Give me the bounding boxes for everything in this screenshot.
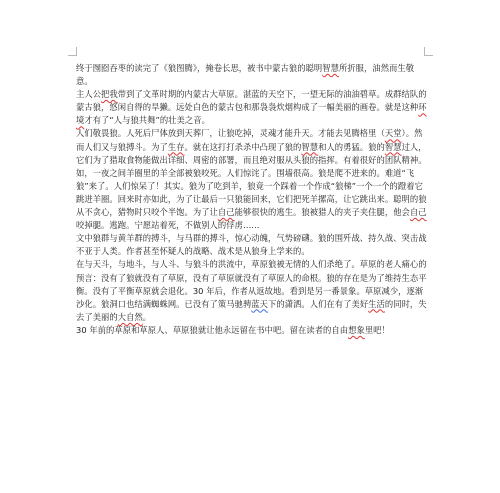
text-run: 能够很快的逃生。狼被猎人的夹子夹住腿，他会 (234, 207, 410, 218)
spellcheck-marked-word: 天堂 (384, 128, 402, 139)
text-run: ）。然而人们又与狼搏斗。为了 (76, 128, 423, 152)
text-run: 的同时，失去了美丽的 (76, 298, 427, 322)
text-run: 过人，它们为了猎取食物能做出详细、周密的部署，而且绝对服从头狼的指挥。有着很好的团队精神。如，一夜之间羊圈里的羊全部被狼咬死。人们惊诧了。围墙很高。狼是爬不进来的。难道“飞狼”来了。人们惊呆了！其实。狼为了吃到羊，狼竟一个踩着一个作成“狼梯”一个一个的蹬着它跳进羊圈。回来时亦如此，为了让最后一只狼能回来，它们把死羊摞高，让它跳出来。聪明的狼从不贪心，猎物时只咬个半饱。为了让 (76, 141, 427, 218)
paragraph (76, 258, 428, 323)
paragraph (76, 88, 428, 127)
text-run: 咬掉腿。逃跑。宁愿站着死，不做别人的俘虏…… (76, 220, 260, 231)
spellcheck-marked-word: 想象 (348, 324, 365, 335)
spellcheck-marked-word: 自己 (217, 207, 235, 218)
text-run: 才有了“人与狼共舞”的壮美之音。 (84, 115, 210, 126)
text-run: 和人的勇猛。狼的 (318, 141, 385, 152)
spellcheck-marked-word: 智慧 (384, 141, 402, 152)
page-corner-mark-top-left (68, 47, 77, 56)
text-run: 。就在这打打杀杀中凸现了狼的 (184, 141, 302, 152)
paragraph (76, 127, 428, 232)
spellcheck-marked-word: 智慧 (301, 141, 319, 152)
spellcheck-marked-word: 蓝天 (251, 298, 268, 309)
paragraph (76, 232, 428, 258)
document-body[interactable] (76, 62, 428, 337)
spellcheck-marked-word: 把我 (101, 89, 118, 100)
spellcheck-marked-word: 智慧 (322, 63, 339, 73)
text-run: 文中狼群与黄羊群的搏斗，与马群的搏斗，惊心动魄，气势磅礴。狼的围歼战、持久战、突击战不亚于人类。作者甚至怀疑人的战略、战术是从狼身上学来的。 (76, 233, 427, 257)
spellcheck-marked-word: 生活 (368, 298, 385, 309)
text-run: 主人公 (76, 89, 102, 100)
page-corner-mark-top-right (424, 47, 433, 56)
text-run: 带到了文革时期的内蒙古大草原。湛蓝的天空下，一望无际的油油碧草。成群结队的蒙古狼，悠闲自得的旱獭。远处白色的蒙古包和那袅袅炊烟构成了一幅美丽的画卷。就是这种 (76, 89, 427, 113)
spellcheck-marked-word: 大自然 (117, 311, 143, 322)
text-run: 终于囫囵吞枣的读完了《狼图腾》，掩卷长思，被书中蒙古狼的聪明 (76, 63, 323, 73)
spellcheck-marked-word: 生存 (167, 141, 185, 152)
text-run: 30 年前的草原和草原人、草原狼就让他永远留在书中吧。留在读者的自由 (76, 324, 349, 335)
paragraph (76, 324, 428, 337)
text-run: 在与天斗，与地斗，与人斗、与狼斗的洪流中，草原狼被无情的人们杀绝了。草原的老人痛心的预言：没有了狼就没有了草原，没有了草原就没有了草原人的命根。狼的存在是为了维持生态平衡。没有了平衡草原就会退化。30 年后，作者从返故地。看到是另一番景象。草原减少，逐渐沙化。狼洞口也结满蜘蛛网。已没有了策马驰骋 (76, 259, 427, 309)
text-run: 。 (142, 311, 152, 322)
paragraph (76, 62, 428, 88)
text-run: 所折服，油然而生敬意。 (76, 63, 415, 87)
spellcheck-marked-word: 自己 (409, 207, 427, 218)
text-run: 人们敬畏狼。人死后尸体放到天葬厂，让狼吃掉，灵魂才能升天。才能去见腾格里（ (76, 128, 385, 139)
spellcheck-marked-word: 环境 (76, 102, 427, 126)
text-run: 里吧！ (364, 324, 390, 335)
text-run: 下的潇洒。人们在有了美好 (268, 298, 369, 309)
